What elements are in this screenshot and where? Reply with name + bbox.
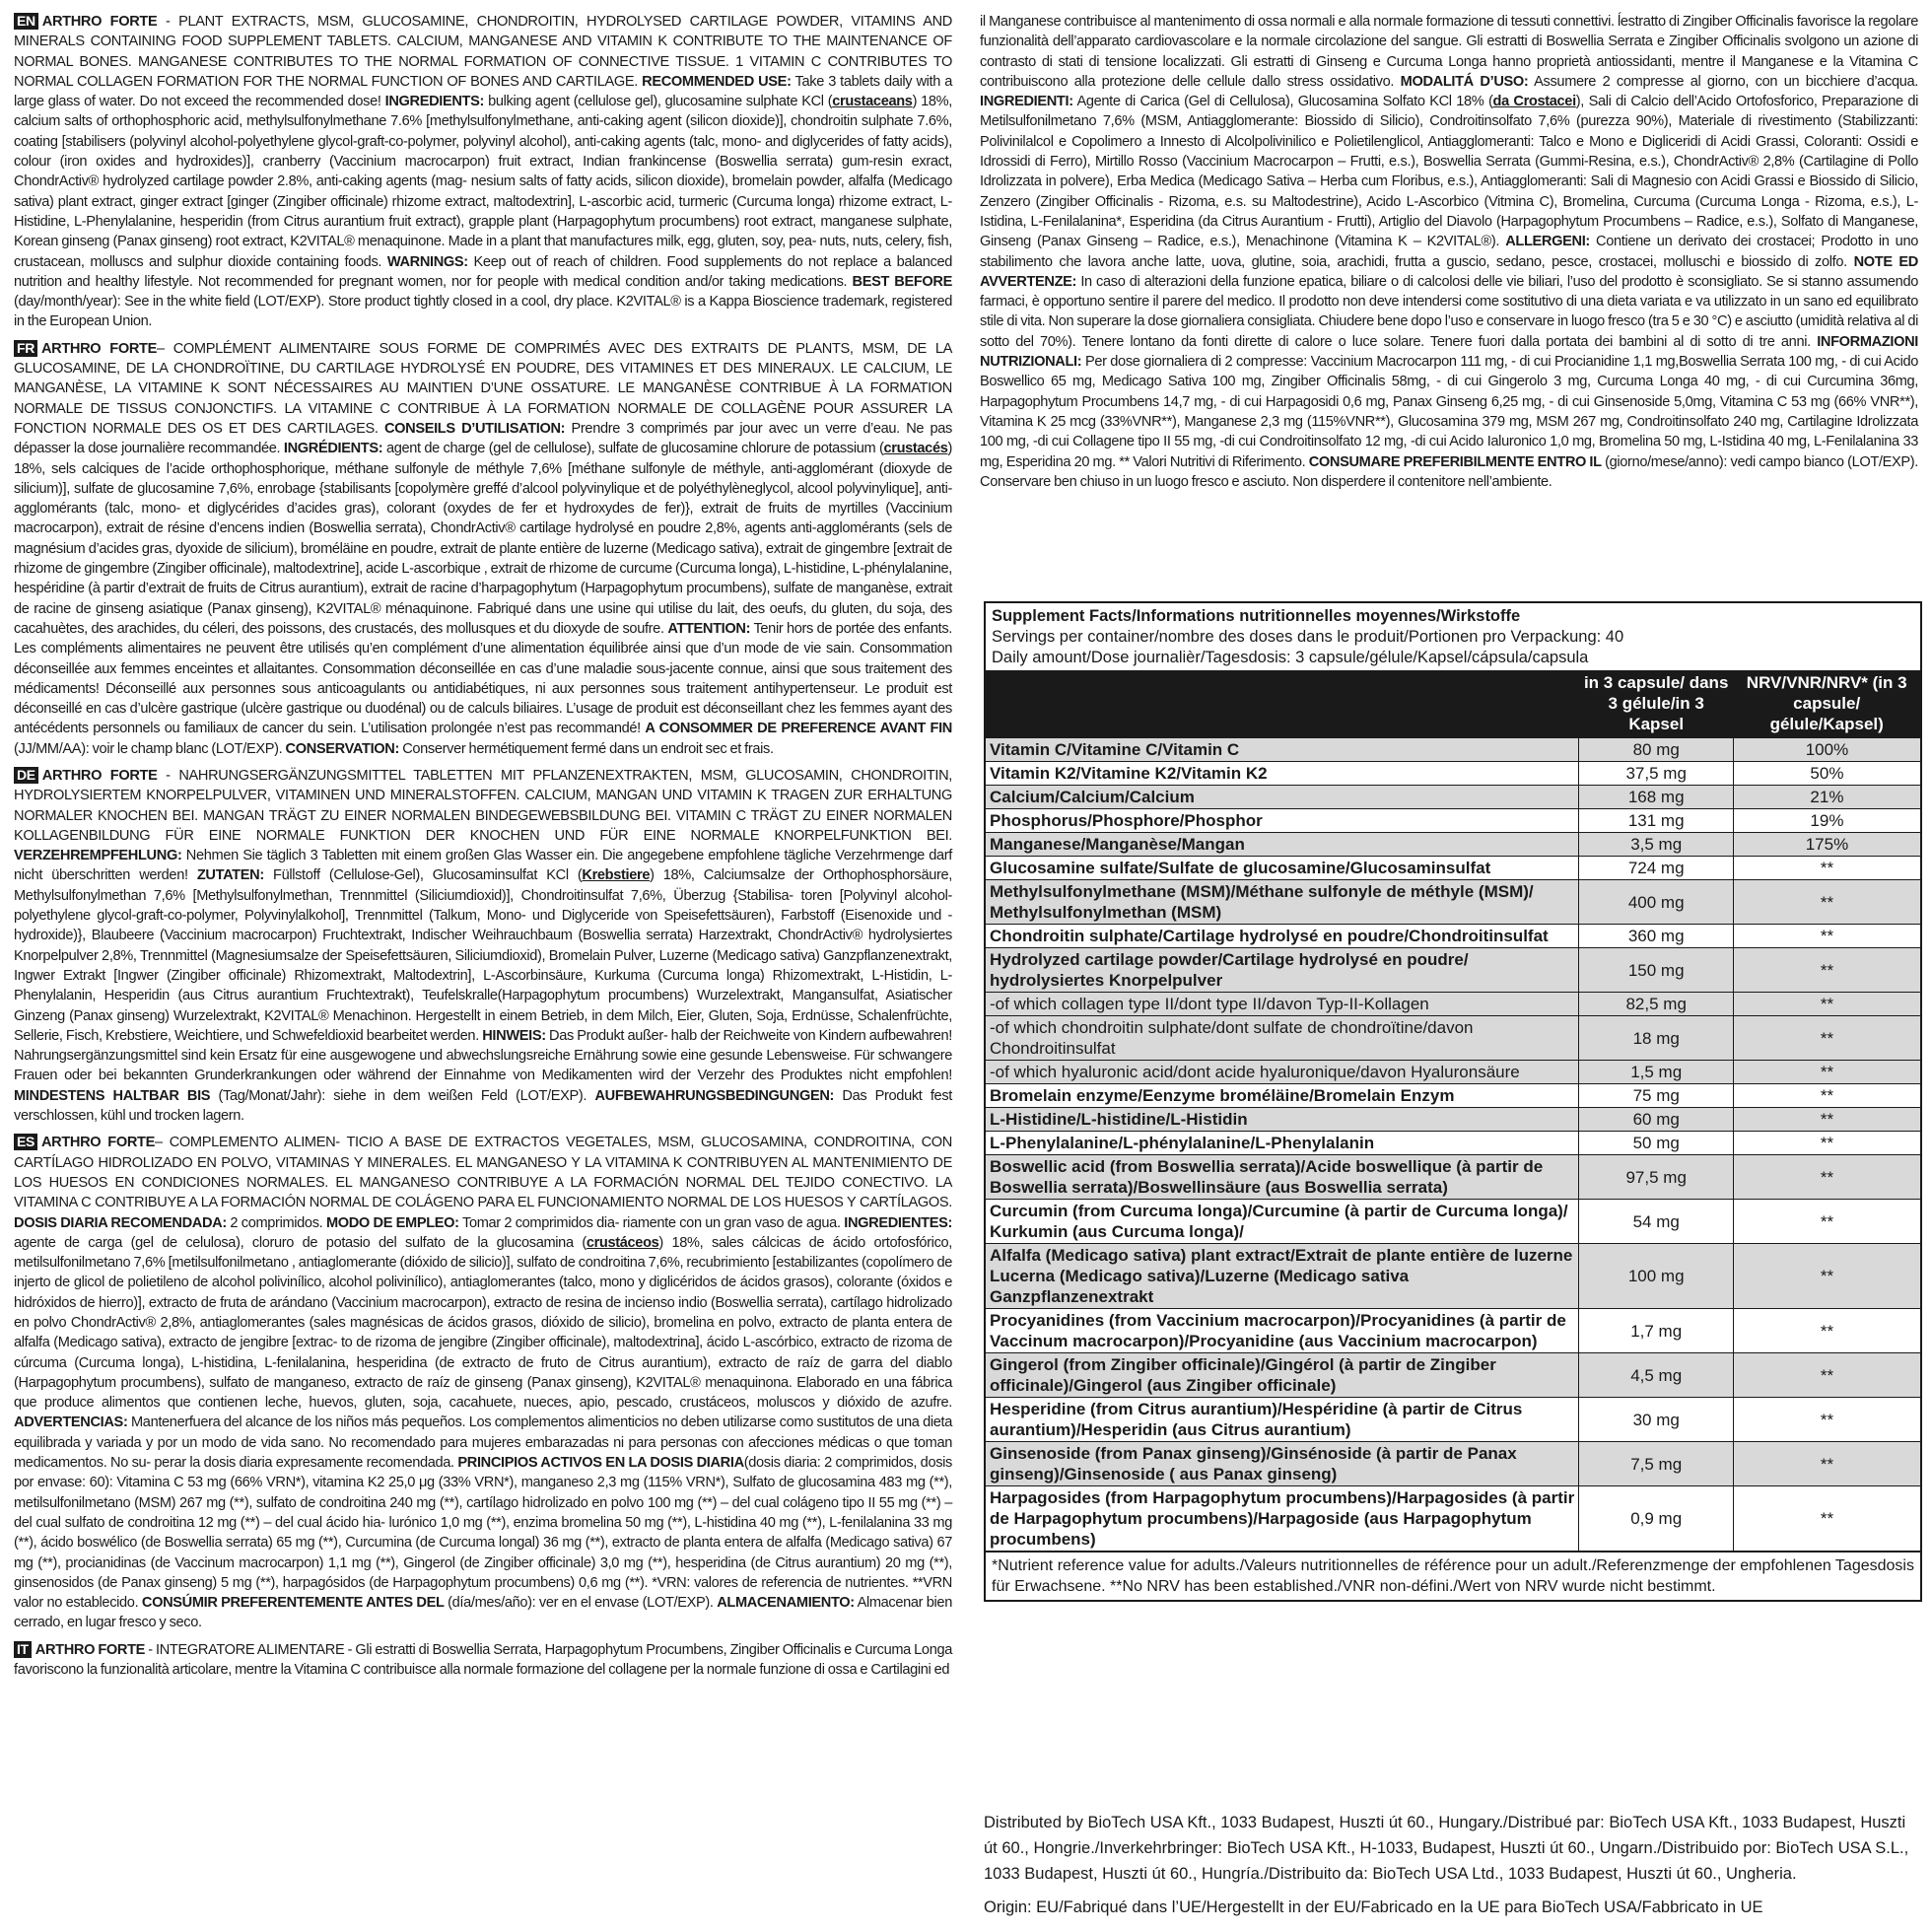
ingredients-text: ) 18%, sales cálcicas de ácido ortofosfórico, metilsulfonilmetano 7,6% [metilsulfonilmetano , antiaglomerante (dióxido de silicio)], sulfato de condroitina 7,6%, recubrimiento [estabilizantes (copolímero de injerto de glicol de polietileno de alcohol polivinílico, alcohol polivinílico), antiaglomerantes (talco, mono y diglicéridos de ácidos grasos), colorante (óxidos e hidróxidos de hierro)], extracto de fruta de arándano (Vaccinium macrocarpon), extracto de resina de incienso indio (Boswellia serrata), cartílago hidrolizado en polvo ChondrActiv® 2,8%, antiaglomerantes (sales magnésicas de ácidos grasos, dióxido de silicio), bromelina en polvo, extracto de planta entera de alfalfa (Medicago sativa), extracto de jengibre [extrac- to de rizoma de jengibre (Zingiber officinale), maltodextrina], ácido L-ascórbico, extracto de rizoma de cúrcuma (Curcuma longa), L-histidina, L-fenilalanina, hesperidina (de extracto de fruto de Citrus aurantium), extracto de raíz de garra del diablo (Harpagophytum procumbens), sulfato de manganeso, extracto de raíz de ginseng (Panax ginseng), K2VITAL® menaquinona. Elaborado en una fábrica que produce alimentos que contienen leche, huevos, gluten, soja, cacahuete, nueces, apio, pescado, crustáceos, moluscos y dióxido de azufre.: [14, 1234, 952, 1412]
storage-label: CONSERVATION:: [285, 740, 399, 757]
nutrition-label: INFORMAZIONI NUTRIZIONALI:: [980, 333, 1918, 371]
facts-row: [986, 1486, 1920, 1552]
use-text: Prendre 3 comprimés par jour avec un verre d’eau. Ne pas dépasser la dose journalière recommandée.: [14, 420, 952, 457]
nutrient-name: Methylsulfonylmethane (MSM)/Méthane sulfonyle de méthyle (MSM)/ Methylsulfonylmethan (MSM): [986, 880, 1579, 925]
intro-text: - INTEGRATORE ALIMENTARE - Gli estratti di Boswellia Serrata, Harpagophytum Procumbens, Zingiber Officinalis e Curcuma Longa favoriscono la funzionalità articolare, mentre la Vitamina C contribuisce alla normale formazione del collagene per la normale funzione di ossa e Cartilagini ed: [14, 1641, 952, 1679]
lang-tag-fr: FR: [14, 340, 37, 357]
ingredients-text: Agente di Carica (Gel di Cellulosa), Glucosamina Solfato KCl 18% (: [1072, 94, 1493, 110]
nutrient-amount: 75 mg: [1579, 1084, 1733, 1108]
nutrient-nrv: **: [1733, 1486, 1920, 1552]
facts-servings: Servings per container/nombre des doses dans le produit/Portionen pro Verpackung: 40: [992, 628, 1624, 646]
nutrient-name: -of which chondroitin sulphate/dont sulfate de chondroïtine/davon Chondroitinsulfat: [986, 1016, 1579, 1061]
nutrient-name: Calcium/Calcium/Calcium: [986, 786, 1579, 809]
best-before-label: CONSUMARE PREFERIBILMENTE ENTRO IL: [1308, 453, 1602, 470]
nutrient-name: Hesperidine (from Citrus aurantium)/Hespéridine (à partir de Citrus aurantium)/Hesperidin (aus Citrus aurantium): [986, 1398, 1579, 1442]
nutrient-name: Vitamin C/Vitamine C/Vitamin C: [986, 738, 1579, 762]
nutrition-text: Per dose giornaliera di 2 compresse: Vaccinium Macrocarpon 111 mg, - di cui Procianidine 1,1 mg,Boswellia Serrata 100 mg, - di cui Acido Boswellico 65 mg, Medicago Sativa 100 mg, Zingiber Officinalis 58mg, - di cui Gingerolo 3 mg, Curcuma Longa 40 mg, - di cui Curcumina 36mg, Harpagophytum Procumbens 14,7 mg, - di cui Harpagosidi 0,6 mg, Panax Ginseng 6,25 mg, - di cui Ginsenoside 5,0mg, Vitamina C 53 mg (66% VNR**), Vitamina K 25 mcg (33%VNR**), Manganese 2,3 mg (115%VNR**), Glucosamina 379 mg, MSM 267 mg, Condroitinsolfato 240 mg, Cartilagine Idrolizzata 100 mg, -di cui Collagene tipo II 55 mg, -di cui Condroitinsolfato 12 mg, -di cui Acido Ialuronico 1,0 mg, Bromelina 50 mg, L-Istidina 40 mg, L-Fenilalanina 33 mg, Esperidina 20 mg. ** Valori Nutritivi di Riferimento.: [980, 354, 1918, 470]
right-column: [980, 12, 1918, 499]
use-text: Take 3 tablets daily with a large glass of water. Do not exceed the recommended dose!: [14, 73, 952, 110]
intro-text: il Manganese contribuisce al mantenimento di ossa normali e alla normale formazione di tessuti connettivi. ĺestratto di Zingiber Officinalis favorisce la regolare funzionalità dell’apparato cardiovascolare e la normale circolazione del sangue. Gli estratti di Boswellia Serrata e Zingiber Officinalis svolgono un azione di contrasto di stati di tensione localizzati. Gli estratti di Ginseng e Curcuma Longa hanno proprietà antiossidanti, mentre il Manganese e la Vitamina C contribuiscono alla protezione delle cellule dallo stress ossidativo.: [980, 14, 1918, 90]
facts-column-headers: [986, 670, 1920, 738]
facts-row: [986, 1132, 1920, 1155]
section-it: [14, 1640, 952, 1681]
facts-row: [986, 948, 1920, 993]
product-name: ARTHRO FORTE: [40, 1135, 155, 1151]
facts-row: [986, 1309, 1920, 1353]
nutrient-amount: 400 mg: [1579, 880, 1733, 925]
facts-row: [986, 738, 1920, 762]
use-text: Assumere 2 compresse al giorno, con un bicchiere d’acqua.: [1528, 73, 1918, 90]
column-header-amount: in 3 capsule/ dans 3 gélule/in 3 Kapsel: [1579, 670, 1733, 738]
intro-text: – COMPLÉMENT ALIMENTAIRE SOUS FORME DE COMPRIMÉS AVEC DES EXTRAITS DE PLANTS, MSM, DE LA GLUCOSAMINE, DE LA CHONDROÏTINE, DU CARTILAGE HYDROLYSÉ EN POUDRE, DES VITAMINES ET DES MINERAUX. LE CALCIUM, LE MANGANÈSE, LA VITAMINE K SONT NÉCESSAIRES AU MAINTIEN D’UNE OSSATURE. LE MANGANÈSE CONTRIBUE À LA FORMATION NORMALE DE TISSUS CONJONCTIFS. LA VITAMINE C CONTRIBUE À LA FORMATION NORMALE DE COLLAGÈNE POUR ASSURER LA FONCTION NORMALE DES OS ET DES CARTILAGES.: [14, 340, 952, 437]
allergen: crustacés: [883, 441, 948, 457]
section-fr: [14, 339, 952, 759]
nutrient-name: Gingerol (from Zingiber officinale)/Gingérol (à partir de Zingiber officinale)/Gingerol (aus Zingiber officinale): [986, 1353, 1579, 1398]
warnings-label: WARNINGS:: [386, 253, 468, 270]
best-before-text: (day/month/year): See in the white field (LOT/EXP). Store product tightly closed in a cool, dry place. K2VITAL® is a Kappa Bioscience trademark, registered in the European Union.: [14, 294, 952, 330]
origin-text: Origin: EU/Fabriqué dans l’UE/Hergestellt in der EU/Fabricado en la UE para BioTech USA/Fabbricato in UE: [984, 1898, 1763, 1916]
nutrient-name: Phosphorus/Phosphore/Phosphor: [986, 809, 1579, 833]
facts-row: [986, 1353, 1920, 1398]
section-de: [14, 766, 952, 1126]
nutrient-amount: 168 mg: [1579, 786, 1733, 809]
use-label: RECOMMENDED USE:: [642, 73, 792, 90]
nutrient-name: Bromelain enzyme/Eenzyme broméläine/Bromelain Enzym: [986, 1084, 1579, 1108]
use-label: CONSEILS D’UTILISATION:: [383, 420, 566, 437]
allergens-label: ALLERGENI:: [1505, 234, 1590, 250]
best-before-label: CONSÚMIR PREFERENTEMENTE ANTES DEL: [141, 1595, 445, 1612]
dose-label: DOSIS DIARIA RECOMENDADA:: [14, 1214, 227, 1231]
nutrient-name: Procyanidines (from Vaccinium macrocarpon)/Procyanidines (à partir de Vaccinum macrocarpon)/Procyanidine (aus Vaccinium macrocarpon): [986, 1309, 1579, 1353]
facts-row: [986, 809, 1920, 833]
lang-tag-en: EN: [14, 13, 38, 30]
nutrient-amount: 54 mg: [1579, 1200, 1733, 1244]
ingredients-text: ) 18%, sels calciques de l’acide orthophosphorique, méthane sulfonyle de méthyle 7,6% [méthane sulfonyle de méthyle, anti-agglomérant (dioxyde de silicium)], sulfate de glucosamine 7,6%, enrobage {stabilisants [copolymère greffé d’alcool polyvinylique et de polyéthylèneglycol, alcool polyvinylique], anti-agglomérants (talc, mono- et diglycérides d’acides gras), colorant (oxydes de fer et hydroxydes de fer)}, extrait de fruits de myrtilles (Vaccinium macrocarpon), extrait de résine d’encens indien (Boswellia serrata), ChondrActiv® cartilage hydrolysé en poudre 2,8%, agents anti-agglomérants (sels de magnésium d’acides gras, dyoxide de silicium), broméläine en poudre, extrait de plante entière de luzerne (Medicago sativa), extrait de gingembre [extrait de rhizome de gingembre (Zingiber officinale), maltodextrine], acide L-ascorbique , extrait de rhizome de curcume (Curcuma longa), L-histidine, L-phénylalanine, hespéridine (à partir d’extrait de fruits de Citrus aurantium), extrait de racine d’harpagophytum (Harpagophytum procumbens), sulfate de manganèse, extrait de racine de ginseng asiatique (Panax ginseng), K2VITAL® ménaquinone. Fabriqué dans une usine qui utilise du lait, des oeufs, du gluten, du soja, des cacahuètes, des arachides, du céleri, des poissons, des crustacés, des mollusques et du dioxyde de soufre.: [14, 441, 952, 637]
facts-row: [986, 786, 1920, 809]
nutrient-amount: 60 mg: [1579, 1108, 1733, 1132]
nutrient-nrv: **: [1733, 1084, 1920, 1108]
dose-text: 2 comprimidos.: [226, 1214, 323, 1231]
nutrient-amount: 82,5 mg: [1579, 993, 1733, 1016]
warnings-text: In caso di alterazioni della funzione epatica, biliare o di calcolosi delle vie biliari, l’uso del prodotto è sconsigliato. Se si stanno assumendo farmaci, è opportuno sentire il parere del medico. Il prodotto non deve intendersi come sostitutivo di una dieta variata e va utilizzato in un sano ed equilibrato stile di vita. Non superare la dose giornaliera consigliata. Chiudere bene dopo l’uso e conservare in luogo fresco (tra 5 e 30 °C) e asciutto (umidità relativa al di sotto del 70%). Tenere lontano da fonti dirette di calore o luce solare. Tenere fuori dalla portata dei bambini al di sotto di tre anni.: [980, 273, 1918, 350]
warnings-text: Mantenerfuera del alcance de los niños más pequeños. Los complementos alimenticios no deben utilizarse como sustitutos de una dieta equilibrada y variada y por un modo de vida sano. No recomendado para mujeres embarazadas ni para personas con afecciones médicas o que toman medicamentos. No su- perar la dosis diaria expresamente recomendada.: [14, 1414, 952, 1472]
nutrient-name: Boswellic acid (from Boswellia serrata)/Acide boswellique (à partir de Boswellia serrata)/Boswellinsäure (aus Boswellia serrata): [986, 1155, 1579, 1200]
product-name: ARTHRO FORTE: [34, 1641, 146, 1658]
ingredients-text: agente de carga (gel de celulosa), cloruro de potasio del sulfato de la glucosamina (: [14, 1234, 586, 1251]
warnings-label: NOTE ED AVVERTENZE:: [980, 253, 1918, 290]
nutrient-nrv: **: [1733, 1132, 1920, 1155]
facts-row: [986, 1061, 1920, 1084]
best-before-text: (giorno/mese/anno): vedi campo bianco (LOT/EXP). Conservare ben chiuso in un luogo fresco e asciuto. Non disperdere il contenitore nell’ambiente.: [980, 453, 1918, 490]
nutrient-nrv: 175%: [1733, 833, 1920, 857]
ingredients-text: ), Sali di Calcio dell’Acido Ortofosforico, Preparazione di Metilsulfonilmetano 7,6% (MSM, Antiagglomerante: Biossido di Silicio), Condroitinsolfato 7,6% (purezza 90%), Materiale di rivestimento (Stabilizzanti: Polivinilalcol e Copolimero a Innesto di Alcolpolivinilico e Polietilenglicol, Antiagglomeranti: Talco e Mono e Digliceridi di Acidi Grassi, Coloranti: Ossidi e Idrossidi di Ferro), Mirtillo Rosso (Vaccinium Macrocarpon – Frutti, e.s.), Boswellia Serrata (Gummi-Resina, e.s.), ChondrActiv® 2,8% (Cartilagine di Pollo Idrolizzata in polvere), Erba Medica (Medicago Sativa – Herba cum Floribus, e.s.), Antiagglomeranti: Sali di Magnesio con Acidi Grassi e Biossido di Silicio, Zenzero (Zingiber Officinalis - Rizoma, e.s. su Maltodestrine), Acido L-Ascorbico (Vitmina C), Bromelina, Curcuma (Curcuma Longa - Rizoma, e.s.), L-Istidina, L-Fenilalanina*, Esperidina (da Citrus Aurantium - Frutti), Artiglio del Diavolo (Harpagophytum Procumbens – Radice, e.s.), Solfato di Manganese, Ginseng (Panax Ginseng – Radice, e.s.), Menachinone (Vitamina K – K2VITAL®).: [980, 94, 1918, 250]
nutrient-nrv: **: [1733, 948, 1920, 993]
section-it-continued: [980, 12, 1918, 492]
use-text: Nehmen Sie täglich 3 Tabletten mit einem großen Glas Wasser ein. Die angegebene empfohlene tägliche Verzehrmenge darf nicht überschritten werden!: [14, 848, 952, 884]
active-text: (dosis diaria: 2 comprimidos, dosis por envase: 60): Vitamina C 53 mg (66% VRN*), vitamina K2 25,0 μg (33% VRN*), manganeso 2,3 mg (115% VRN*), Sulfato de glucosamina 483 mg (**), metilsulfonilmetano (MSM) 267 mg (**), sulfato de condroitina 240 mg (**), cartílago hidrolizado en polvo 100 mg (**) – del cual colágeno tipo II 55 mg (**) – del cual sulfato de condroitina 12 mg (**) – del cual ácido hia- lurónico 1,0 mg (**), enzima bromelina 50 mg (**), L-histidina 40 mg (**), L-fenilalanina 33 mg (**), ácido boswélico (de Boswellia serrata) 65 mg (**), Curcumina (de Curcuma longal) 36 mg (**), extracto de planta entera de alfalfa (Medicago sativa) 67 mg (**), procianidinas (de Vaccinum macrocarpon) 1,1 mg (**), Gingerol (de Zingiber officinale) 3,0 mg (**), hesperidina (de Citrus aurantium) 20 mg (**), ginsenosidos (de Panax ginseng) 5 mg (**), harpagósidos (de Harpagophytum procumbens) 0,6 mg (**). *VRN: valores de referencia de nutrientes. **VRN valor no establecido.: [14, 1455, 952, 1612]
nutrient-name: Curcumin (from Curcuma longa)/Curcumine (à partir de Curcuma longa)/ Kurkumin (aus Curcuma longa)/: [986, 1200, 1579, 1244]
use-label: MODALITÁ D’USO:: [1400, 73, 1529, 90]
facts-header: [986, 603, 1920, 670]
allergens-text: Contiene un derivato dei crostacei; Prodotto in uno stabilimento che lavora anche latte, uova, glutine, soia, arachidi, frutta a guscio, sedano, pesce, crostacei, molluschi e biossido di zolfo.: [980, 234, 1918, 270]
nutrient-nrv: **: [1733, 1442, 1920, 1486]
supplement-facts-table: [984, 601, 1922, 1602]
nutrient-name: Manganese/Manganèse/Mangan: [986, 833, 1579, 857]
nutrient-amount: 4,5 mg: [1579, 1353, 1733, 1398]
best-before-label: BEST BEFORE: [852, 273, 952, 290]
warnings-text: Das Produkt außer- halb der Reichweite von Kindern aufbewahren! Nahrungsergänzungsmittel sind kein Ersatz für eine ausgewogene und abwechslungsreiche Ernährung sowie eine gesunde Lebensweise. Für schwangere Frauen oder bei bekannten Grunderkrankungen oder während der Einnahme von Medikamenten wird der Verzehr des Produktes nicht empfohlen!: [14, 1027, 952, 1084]
left-column: [14, 12, 952, 1687]
nutrient-nrv: 50%: [1733, 762, 1920, 786]
nutrient-name: -of which collagen type II/dont type II/davon Typ-II-Kollagen: [986, 993, 1579, 1016]
section-en: [14, 12, 952, 332]
nutrient-nrv: **: [1733, 880, 1920, 925]
ingredients-text: ) 18%, calcium salts of orthophosphoric acid, methylsulfonylmethane 7.6% [methylsulfonylmethane, anti-caking agent (silicon dioxide)], chondroitin sulphate 7.6%, coating [stabilisers (polyvinyl alcohol-polyethylene glycol-graft-co-polymer, polyvinyl alcohol), anti-caking agents (talc, mono- and diglycerides of fatty acids), colour (iron oxides and hydroxides)], cranberry (Vaccinium macrocarpon) fruit extract, Indian frankincense (Boswellia serrata) gum-resin exract, ChondrActiv® hydrolyzed cartilage powder 2.8%, anti-caking agents (mag- nesium salts of fatty acids, silicon dioxide), bromelain powder, alfalfa (Medicago sativa) plant extract, ginger extract [ginger (Zingiber officinale) rhizome extract, maltodextrin], L-ascorbic acid, turmeric (Curcuma longa) rhizome extract, L-Histidine, L-Phenylalanine, hesperidin (from Citrus aurantium fruit extract), grapple plant (Harpagophytum procumbens) root extract, manganese sulphate, Korean ginseng (Panax ginseng) root extract, K2VITAL® menaquinone. Made in a plant that manufactures milk, egg, gluten, soy, pea- nuts, nuts, celery, fish, crustacean, molluscs and sulphur dioxide containing foods.: [14, 94, 952, 270]
nutrient-nrv: **: [1733, 993, 1920, 1016]
warnings-label: ADVERTENCIAS:: [14, 1414, 128, 1431]
best-before-label: A CONSOMMER DE PREFERENCE AVANT FIN: [645, 721, 952, 737]
nutrient-name: Hydrolyzed cartilage powder/Cartilage hydrolysé en poudre/ hydrolysiertes Knorpelpulver: [986, 948, 1579, 993]
facts-row: [986, 1155, 1920, 1200]
nutrient-name: Alfalfa (Medicago sativa) plant extract/Extrait de plante entière de luzerne Lucerna (Medicago sativa)/Luzerne (Medicago sativa Ganzpflanzenextrakt: [986, 1244, 1579, 1309]
facts-footnote: *Nutrient reference value for adults./Valeurs nutritionnelles de référence pour un adult./Referenzmenge der empfohlenen Tagesdosis für Erwachsene. **No NRV has been established./VNR non-défini./Wert von NRV wurde nicht bestimmt.: [986, 1551, 1920, 1600]
nutrient-nrv: **: [1733, 1398, 1920, 1442]
facts-rows: [986, 738, 1920, 1552]
nutrient-amount: 37,5 mg: [1579, 762, 1733, 786]
ingredients-text: agent de charge (gel de cellulose), sulfate de glucosamine chlorure de potassium (: [382, 441, 884, 457]
nutrient-name: Ginsenoside (from Panax ginseng)/Ginsénoside (à partir de Panax ginseng)/Ginsenoside ( aus Panax ginseng): [986, 1442, 1579, 1486]
storage-text: Conserver hermétiquement fermé dans un endroit sec et frais.: [398, 740, 774, 757]
nutrient-nrv: **: [1733, 1155, 1920, 1200]
nutrient-amount: 7,5 mg: [1579, 1442, 1733, 1486]
nutrient-amount: 30 mg: [1579, 1398, 1733, 1442]
ingredients-label: INGREDIENTI:: [980, 94, 1073, 110]
facts-row: [986, 1442, 1920, 1486]
lang-tag-de: DE: [14, 767, 38, 784]
ingredients-label: INGREDIENTES:: [844, 1214, 953, 1231]
storage-text: Das Produkt fest verschlossen, kühl und trocken lagern.: [14, 1087, 952, 1125]
best-before-text: (día/mes/año): ver en el envase (LOT/EXP).: [444, 1595, 714, 1612]
ingredients-text: Füllstoff (Cellulose-Gel), Glucosaminsulfat KCl (: [263, 867, 583, 884]
column-header-nrv: NRV/VNR/NRV* (in 3 capsule/ gélule/Kapsel): [1733, 670, 1920, 738]
allergen: crustaceans: [832, 94, 913, 110]
nutrient-amount: 150 mg: [1579, 948, 1733, 993]
active-label: PRINCIPIOS ACTIVOS EN LA DOSIS DIARIA: [457, 1455, 744, 1472]
ingredients-label: INGRÉDIENTS:: [283, 441, 383, 457]
nutrient-nrv: **: [1733, 1353, 1920, 1398]
nutrient-nrv: **: [1733, 1200, 1920, 1244]
facts-row: [986, 1244, 1920, 1309]
nutrient-name: Glucosamine sulfate/Sulfate de glucosamine/Glucosaminsulfat: [986, 857, 1579, 880]
nutrient-amount: 50 mg: [1579, 1132, 1733, 1155]
facts-row: [986, 993, 1920, 1016]
nutrient-name: L-Histidine/L-histidine/L-Histidin: [986, 1108, 1579, 1132]
facts-row: [986, 833, 1920, 857]
facts-row: [986, 925, 1920, 948]
facts-row: [986, 1200, 1920, 1244]
intro-text: - NAHRUNGSERGÄNZUNGSMITTEL TABLETTEN MIT PFLANZENEXTRAKTEN, MSM, GLUCOSAMIN, CHONDROITIN, HYDROLYSIERTEM KNORPELPULVER, VITAMINEN UND MINERALSTOFFEN. CALCIUM, MANGAN UND VITAMIN K TRAGEN ZUR ERHALTUNG NORMALER KNOCHEN BEI. MANGAN TRÄGT ZU EINER NORMALEN BINDEGEWEBSBILDUNG BEI. VITAMIN C TRÄGT ZU EINER NORMALEN KOLLAGENBILDUNG FÜR EINE NORMALE FUNKTION DER KNOCHEN UND FÜR EINE NORMALE KNORPELFUNKTION BEI.: [14, 767, 952, 844]
nutrient-nrv: **: [1733, 925, 1920, 948]
nutrient-nrv: **: [1733, 1244, 1920, 1309]
use-text: Tomar 2 comprimidos dia- riamente con un gran vaso de agua.: [458, 1214, 841, 1231]
nutrient-name: L-Phenylalanine/L-phénylalanine/L-Phenylalanin: [986, 1132, 1579, 1155]
allergen: crustáceos: [586, 1234, 659, 1251]
nutrient-nrv: 100%: [1733, 738, 1920, 762]
nutrient-amount: 1,7 mg: [1579, 1309, 1733, 1353]
intro-text: – COMPLEMENTO ALIMEN- TICIO A BASE DE EXTRACTOS VEGETALES, MSM, GLUCOSAMINA, CONDROITINA, CON CARTÍLAGO HIDROLIZADO EN POLVO, VITAMINAS Y MINERALES. EL MANGANESO Y LA VITAMINA K CONTRIBUYEN AL MANTENIMIENTO DE LOS HUESOS EN CONDICIONES NORMALES. EL MANGANESO CONTRIBUYE A LA FORMACIÓN NORMAL DEL TEJIDO CONECTIVO. LA VITAMINA C CONTRIBUYE A LA FORMACIÓN NORMAL DE COLÁGENO PARA EL FUNCIONAMIENTO NORMAL DE LOS HUESOS Y CARTÍLAGOS.: [14, 1135, 952, 1211]
facts-row: [986, 762, 1920, 786]
nutrient-nrv: **: [1733, 1108, 1920, 1132]
warnings-text: Keep out of reach of children. Food supplements do not replace a balanced nutrition and healthy lifestyle. Not recommended for pregnant women, nor for people with medical condition and/or taking medications.: [14, 253, 953, 290]
nutrient-name: Harpagosides (from Harpagophytum procumbens)/Harpagosides (à partir de Harpagophytum procumbens)/Harpagoside (aus Harpagophytum procumbens): [986, 1486, 1579, 1552]
nutrient-amount: 100 mg: [1579, 1244, 1733, 1309]
nutrient-nrv: **: [1733, 1016, 1920, 1061]
nutrient-nrv: **: [1733, 1309, 1920, 1353]
facts-grid: [986, 670, 1920, 1551]
warnings-text: Tenir hors de portée des enfants. Les compléments alimentaires ne peuvent être utilisés qu’en complément d’une alimentation équilibrée ainsi que d’un mode de vie sain. Consommation déconseillée aux femmes enceintes et allaitantes. Consommation déconseillée en cas d’une maladie sous-jacente connue, ainsi que sous traitement des médicaments! Déconseillé aux personnes sous anticoagulants ou antidiabétiques, ni aux personnes sous traitement antihypertenseur. Le produit est déconseillé en cas d’ulcère gastrique (ulcère gastrique ou duodénal) ou de calculs biliaires. L’usage de produit est déconseillant chez les femmes ayant des antécédents personnels ou familiaux de cancer du sein. L’utilisation prolongée n’est pas recommandé!: [14, 620, 952, 737]
storage-label: ALMACENAMIENTO:: [717, 1595, 855, 1612]
facts-row: [986, 1398, 1920, 1442]
lang-tag-it: IT: [14, 1641, 32, 1658]
nutrient-amount: 80 mg: [1579, 738, 1733, 762]
warnings-label: HINWEIS:: [482, 1027, 546, 1044]
product-name: ARTHRO FORTE: [41, 767, 158, 784]
storage-label: AUFBEWAHRUNGSBEDINGUNGEN:: [594, 1087, 835, 1104]
use-label: VERZEHREMPFEHLUNG:: [14, 848, 182, 864]
intro-text: - PLANT EXTRACTS, MSM, GLUCOSAMINE, CHONDROITIN, HYDROLYSED CARTILAGE POWDER, VITAMINS AND MINERALS CONTAINING FOOD SUPPLEMENT TABLETS. CALCIUM, MANGANESE AND VITAMIN K CONTRIBUTE TO THE MAINTENANCE OF NORMAL BONES. MANGANESE CONTRIBUTES TO THE NORMAL FORMATION OF CONNECTIVE TISSUE. 1 VITAMIN C CONTRIBUTES TO NORMAL COLLAGEN FORMATION FOR THE NORMAL FUNCTION OF BONES AND CARTILAGE.: [14, 14, 952, 90]
allergen: da Crostacei: [1492, 94, 1576, 110]
nutrient-amount: 0,9 mg: [1579, 1486, 1733, 1552]
nutrient-nrv: 21%: [1733, 786, 1920, 809]
facts-row: [986, 1016, 1920, 1061]
product-name: ARTHRO FORTE: [41, 14, 158, 30]
facts-daily: Daily amount/Dose journalièr/Tagesdosis: 3 capsule/gélule/Kapsel/cápsula/capsula: [992, 649, 1589, 666]
ingredients-text: ) 18%, Calciumsalze der Orthophosphorsäure, Methylsulfonylmethan 7,6% [Methylsulfonylmethan, Trennmittel (Siliciumdioxid)], Chondroitinsulfat 7,6%, Überzug {Stabilisa- toren [Polyvinyl alcohol-polyethylene glycol-graft-co-polymer, Polyvinylalkohol], Trennmittel (Talkum, Mono- und Diglyceride von Speisefettsäuren), Farbstoff (Eisenoxide und -hydroxide)}, Blaubeere (Vaccinium macrocarpon) Fruchtextrakt, Indischer Weihrauchbaum (Boswellia serrata) Harzextrakt, ChondrActiv® hydrolysiertes Knorpelpulver 2,8%, Trennmittel (Magnesiumsalze der Speisefettsäuren, Siliciumdioxid), Bromelain Pulver, Luzerne (Medicago sativa) Ganzpflanzenextrakt, Ingwer Extrakt [Ingwer (Zingiber officinale) Rhizomextrakt, Maltodextrin], L-Ascorbinsäure, Kurkuma (Curcuma longa) Rhizomextrakt, L-Histidin, L-Phenylalanin, Hesperidin (aus Citrus aurantium Fruchtextrakt), Teufelskralle(Harpagophytum procumbens) Wurzelextrakt, Mangansulfat, Asiatischer Ginzeng (Panax ginseng) Wurzelextrakt, K2VITAL® Menachinon. Hergestellt in einem Betrieb, in dem Milch, Eier, Gluten, Soja, Erdnüsse, Schalenfrüchte, Sellerie, Fisch, Krebstiere, Weichtiere, und Schwefeldioxid bearbeitet werden.: [14, 867, 952, 1044]
column-header-name: [986, 670, 1579, 738]
warnings-label: ATTENTION:: [667, 620, 751, 637]
best-before-text: (JJ/MM/AA): voir le champ blanc (LOT/EXP).: [14, 740, 283, 757]
nutrient-amount: 97,5 mg: [1579, 1155, 1733, 1200]
distributor-text: Distributed by BioTech USA Kft., 1033 Budapest, Huszti út 60., Hungary./Distribué par: BioTech USA Kft., 1033 Budapest, Huszti út 60., Hongrie./Inverkehrbringer: BioTech USA Kft., H-1033, Budapest, Huszti út 60., Ungarn./Distribuido por: BioTech USA S.L., 1033 Budapest, Huszti út 60., Hungría./Distribuito da: BioTech USA Ltd., 1033 Budapest, Huszti út 60., Ungheria.: [984, 1814, 1909, 1883]
nutrient-amount: 724 mg: [1579, 857, 1733, 880]
ingredients-text: bulking agent (cellulose gel), glucosamine sulphate KCl (: [484, 94, 833, 110]
lang-tag-es: ES: [14, 1134, 37, 1150]
nutrient-amount: 1,5 mg: [1579, 1061, 1733, 1084]
facts-row: [986, 1108, 1920, 1132]
nutrient-nrv: **: [1733, 857, 1920, 880]
best-before-label: MINDESTENS HALTBAR BIS: [14, 1087, 211, 1104]
nutrient-name: Chondroitin sulphate/Cartilage hydrolysé en poudre/Chondroitinsulfat: [986, 925, 1579, 948]
storage-text: Almacenar bien cerrado, en lugar fresco y seco.: [14, 1595, 952, 1631]
nutrient-amount: 3,5 mg: [1579, 833, 1733, 857]
section-es: [14, 1133, 952, 1632]
nutrient-amount: 360 mg: [1579, 925, 1733, 948]
nutrient-amount: 131 mg: [1579, 809, 1733, 833]
best-before-text: (Tag/Monat/Jahr): siehe in dem weißen Feld (LOT/EXP).: [210, 1087, 587, 1104]
facts-row: [986, 880, 1920, 925]
nutrient-name: Vitamin K2/Vitamine K2/Vitamin K2: [986, 762, 1579, 786]
facts-row: [986, 857, 1920, 880]
product-name: ARTHRO FORTE: [40, 340, 157, 357]
ingredients-label: ZUTATEN:: [196, 867, 264, 884]
ingredients-label: INGREDIENTS:: [384, 94, 485, 110]
facts-row: [986, 1084, 1920, 1108]
allergen: Krebstiere: [582, 867, 651, 884]
facts-title: Supplement Facts/Informations nutritionnelles moyennes/Wirkstoffe: [992, 607, 1521, 625]
nutrient-nrv: **: [1733, 1061, 1920, 1084]
nutrient-amount: 18 mg: [1579, 1016, 1733, 1061]
nutrient-name: -of which hyaluronic acid/dont acide hyaluronique/davon Hyaluronsäure: [986, 1061, 1579, 1084]
nutrient-nrv: 19%: [1733, 809, 1920, 833]
use-label: MODO DE EMPLEO:: [325, 1214, 459, 1231]
